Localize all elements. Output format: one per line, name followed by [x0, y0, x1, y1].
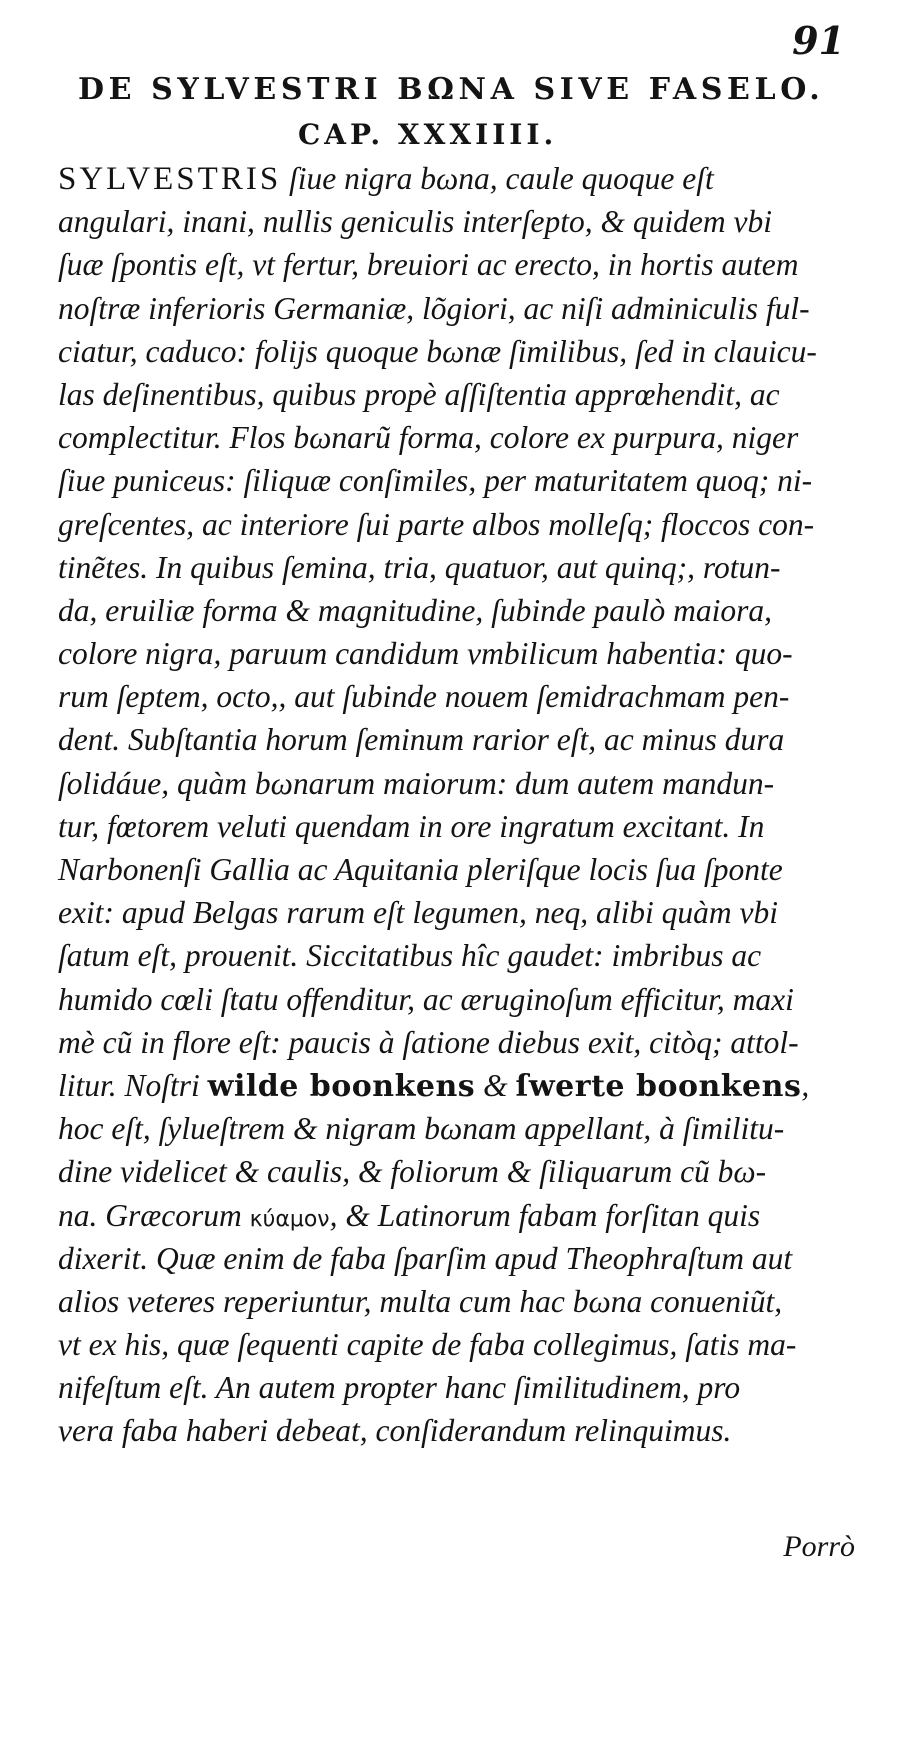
text-line: vera faba haberi debeat, conſiderandum relinquimus.	[58, 1413, 732, 1449]
text-line: angulari, inani, nullis geniculis interſepto, & quidem vbi	[58, 204, 772, 240]
initial-word: SYLVESTRIS	[58, 161, 282, 197]
text-line	[58, 1194, 848, 1237]
text-line: greſcentes, ac interiore ſui parte albos molleſq; floccos con-	[58, 506, 815, 542]
text-line: Narbonenſi Gallia ac Aquitania pleriſque locis ſua ſponte	[58, 852, 783, 887]
text-line: ciatur, caduco: folijs quoque bωnæ ſimilibus, ſed in clauicu-	[58, 333, 817, 369]
text-line: colore nigra, paruum candidum vmbilicum habentia: quo-	[58, 636, 793, 672]
text-segment: ,	[801, 1067, 810, 1103]
text-line: noſtræ inferioris Germaniæ, lõgiori, ac niſi adminiculis ful-	[58, 290, 810, 326]
text-segment: litur. Noſtri	[58, 1067, 208, 1103]
text-line: ſolidáue, quàm bωnarum maiorum: dum autem mandun-	[58, 765, 775, 801]
text-line	[58, 1064, 848, 1107]
text-line: alios veteres reperiuntur, multa cum hac bωna conueniũt,	[58, 1283, 783, 1319]
text-line: hoc eſt, ſylueſtrem & nigram bωnam appellant, à ſimilitu-	[58, 1111, 785, 1147]
text-line: humido cœli ſtatu offenditur, ac æruginoſum efficitur, maxi	[58, 981, 794, 1017]
text-line: exit: apud Belgas rarum eſt legumen, neq, alibi quàm vbi	[58, 895, 778, 931]
text-line: dine videlicet & caulis, & foliorum & ſiliquarum cũ bω-	[58, 1154, 767, 1190]
text-line: tur, fœtorem veluti quendam in ore ingratum excitant. In	[58, 808, 765, 844]
page-number: 91	[792, 18, 845, 63]
catchword: Porrò	[783, 1530, 855, 1563]
greek-term: κύαμον	[249, 1206, 330, 1232]
text-line: ſiue puniceus: ſiliquæ conſimiles, per maturitatem quoq; ni-	[58, 463, 813, 499]
text-line: tinẽtes. In quibus ſemina, tria, quatuor, aut quinq;, rotun-	[58, 549, 781, 585]
text-line: ſuæ ſpontis eſt, vt fertur, breuiori ac erecto, in hortis autem	[58, 247, 799, 283]
text-line: dent. Subſtantia horum ſeminum rarior eſt, ac minus dura	[58, 722, 785, 758]
text-line: vt ex his, quæ ſequenti capite de faba collegimus, ſatis ma-	[58, 1327, 797, 1363]
text-segment: na. Græcorum	[58, 1197, 250, 1233]
text-line: rum ſeptem, octo,, aut ſubinde nouem ſemidrachmam pen-	[58, 679, 790, 715]
chapter-number: CAP. XXXIIII.	[298, 118, 558, 151]
text-line: mè cũ in flore eſt: paucis à ſatione diebus exit, citòq; attol-	[58, 1024, 799, 1060]
body-text	[58, 157, 848, 1453]
blackletter-term: ſwerte boonkens	[515, 1068, 802, 1104]
text-line: las deſinentibus, quibus propè aſſiſtentia apprœhendit, ac	[58, 376, 780, 412]
text-line: nifeſtum eſt. An autem propter hanc ſimilitudinem, pro	[58, 1370, 741, 1406]
text-line: dixerit. Quæ enim de faba ſparſim apud Theophraſtum aut	[58, 1240, 793, 1276]
text-segment: ſiue nigra bωna, caule quoque eſt	[281, 161, 714, 196]
blackletter-term: wilde boonkens	[207, 1068, 476, 1104]
text-line: ſatum eſt, prouenit. Siccitatibus hîc gaudet: imbribus ac	[58, 938, 762, 974]
text-segment: &	[475, 1067, 516, 1103]
text-line	[58, 157, 848, 200]
text-line: complectitur. Flos bωnarũ forma, colore ex purpura, niger	[58, 420, 799, 456]
text-segment: , & Latinorum fabam forſitan quis	[329, 1197, 761, 1233]
chapter-title: DE SYLVESTRI BΩNA SIVE FASELO.	[78, 72, 825, 107]
text-line: da, eruiliæ forma & magnitudine, ſubinde paulò maiora,	[58, 592, 772, 628]
